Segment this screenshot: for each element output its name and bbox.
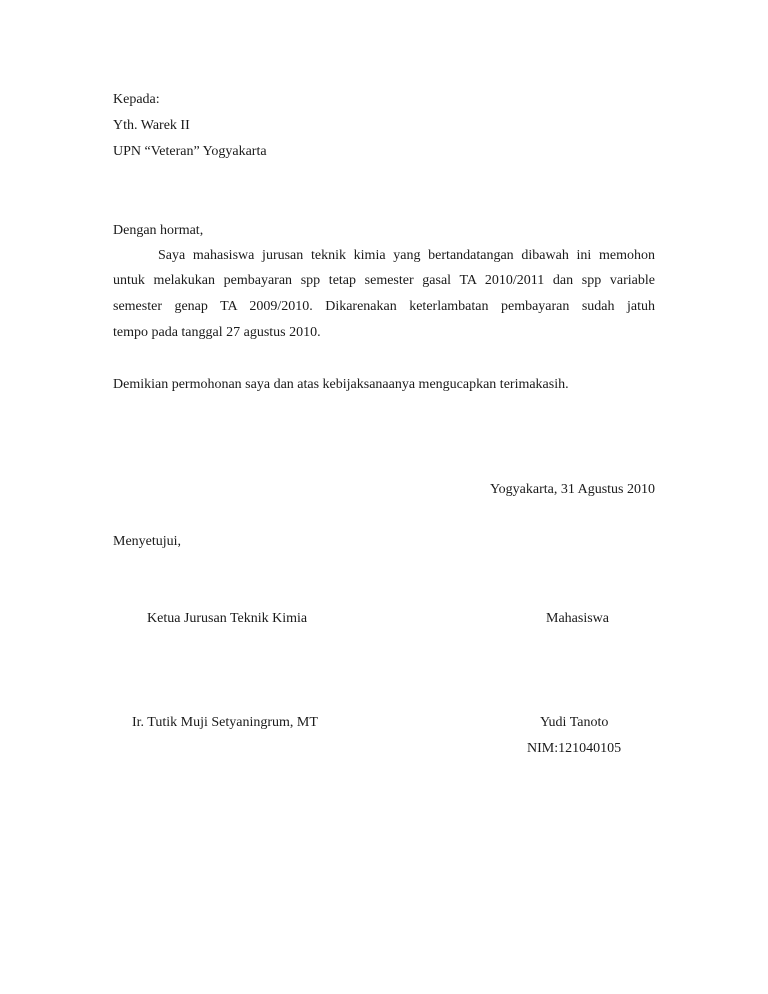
place-date: Yogyakarta, 31 Agustus 2010 bbox=[489, 482, 655, 497]
signatory-right-name: Yudi Tanoto bbox=[540, 715, 609, 730]
signatory-right-role: Mahasiswa bbox=[546, 611, 609, 626]
body-line-2: untuk melakukan pembayaran spp tetap semester gasal TA 2010/2011 dan spp variable bbox=[113, 273, 655, 288]
salutation: Dengan hormat, bbox=[113, 223, 204, 238]
signatory-left-role: Ketua Jurusan Teknik Kimia bbox=[147, 611, 308, 626]
closing-sentence: Demikian permohonan saya dan atas kebijaksanaanya mengucapkan terimakasih. bbox=[113, 377, 569, 392]
body-line-1: Saya mahasiswa jurusan teknik kimia yang bertandatangan dibawah ini memohon bbox=[158, 248, 655, 263]
recipient-label: Kepada: bbox=[113, 92, 160, 107]
recipient-addressee: Yth. Warek II bbox=[113, 118, 190, 133]
signatory-right-nim: NIM:121040105 bbox=[527, 741, 622, 756]
body-line-4: tempo pada tanggal 27 agustus 2010. bbox=[113, 325, 321, 340]
approval-label: Menyetujui, bbox=[113, 534, 182, 549]
recipient-institution: UPN “Veteran” Yogyakarta bbox=[113, 144, 267, 159]
body-line-3: semester genap TA 2009/2010. Dikarenakan keterlambatan pembayaran sudah jatuh bbox=[113, 299, 655, 314]
signatory-left-name: Ir. Tutik Muji Setyaningrum, MT bbox=[132, 715, 318, 730]
